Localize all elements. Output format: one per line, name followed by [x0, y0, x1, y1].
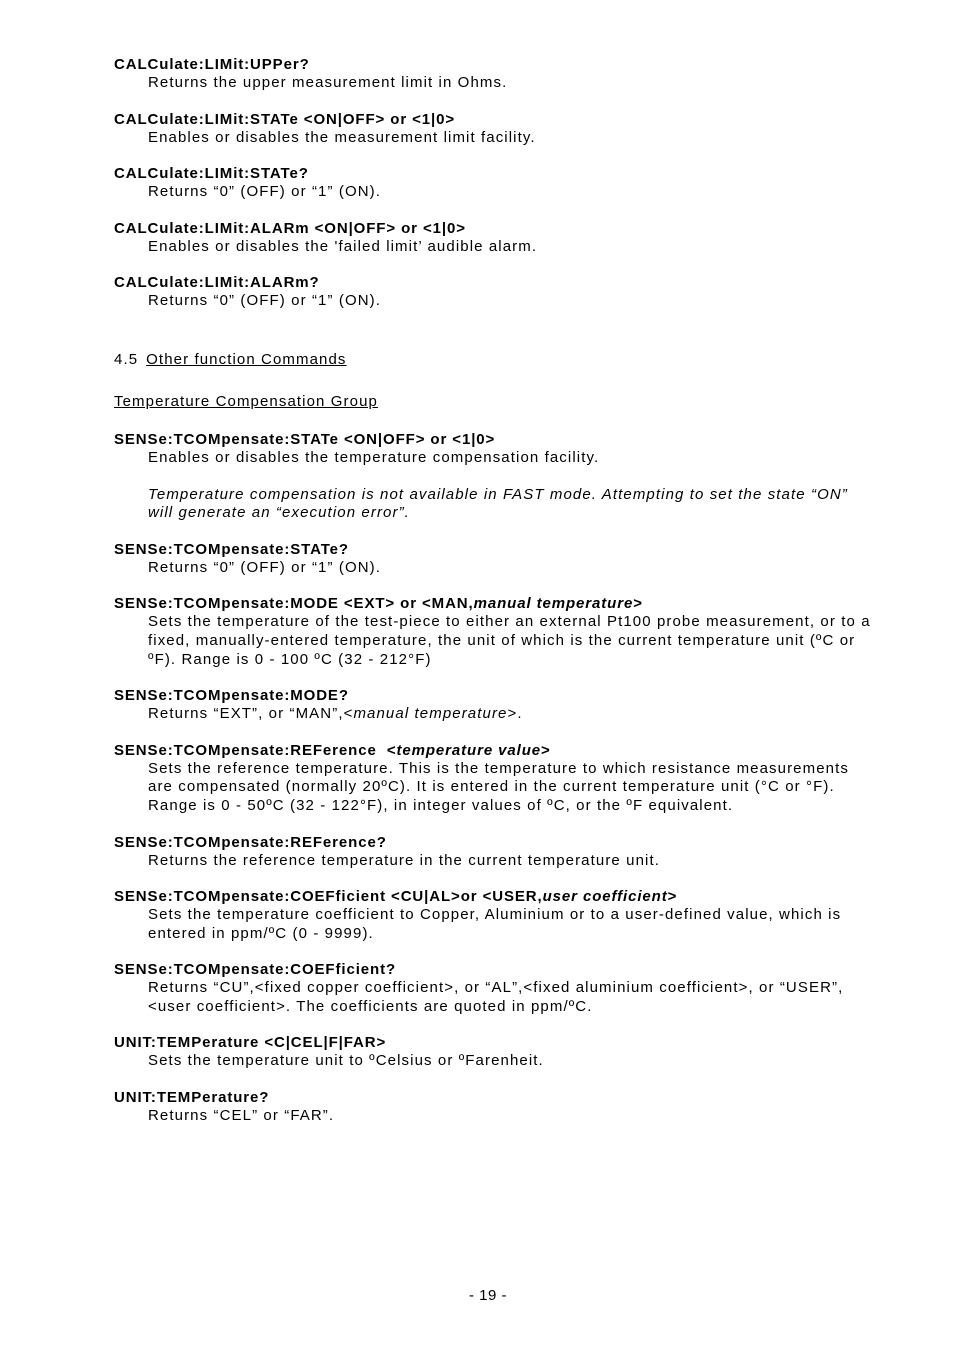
command-description: [148, 705, 874, 724]
command-entry: [114, 274, 874, 311]
command-description: Returns the reference temperature in the current temperature unit.: [148, 851, 660, 869]
page-number: - 19 -: [468, 1287, 507, 1304]
command-text: SENSe:TCOMpensate:MODE <EXT> or <MAN,: [114, 595, 474, 613]
command-syntax: [114, 595, 874, 613]
command-syntax: CALCulate:LIMit:STATe?: [114, 165, 309, 183]
command-entry: [114, 1034, 874, 1071]
command-description: Sets the temperature coefficient to Copper, Aluminium or to a user-defined value, which is entered in ppm/ºC (0 - 9999).: [148, 906, 842, 942]
command-description: Sets the temperature of the test-piece to either an external Pt100 probe measurement, or to a fixed, manually-entered temperature, the unit of which is the current temperature unit (ºC or ºF). Range is 0 - 100 ºC (32 - 212°F): [148, 613, 871, 668]
command-entry: [114, 165, 874, 202]
command-entry: [114, 541, 874, 578]
command-description: Returns “CU”,<fixed copper coefficient>, or “AL”,<fixed aluminium coefficient>, or “USER”,<user coefficient>. The coefficients are quoted in ppm/ºC.: [148, 979, 844, 1015]
command-syntax: SENSe:TCOMpensate:STATe <ON|OFF> or <1|0>: [114, 430, 496, 448]
command-entry: [114, 834, 874, 871]
command-syntax: CALCulate:LIMit:ALARm <ON|OFF> or <1|0>: [114, 219, 466, 237]
command-entry: [114, 431, 874, 523]
command-entry: [114, 961, 874, 1016]
command-text: SENSe:TCOMpensate:REFerence <: [114, 741, 397, 759]
command-entry: [114, 56, 874, 93]
command-entry: [114, 1089, 874, 1126]
document-page: [114, 56, 874, 1144]
command-description: Returns “0” (OFF) or “1” (ON).: [148, 558, 382, 576]
command-syntax: CALCulate:LIMit:STATe <ON|OFF> or <1|0>: [114, 110, 456, 128]
command-text: >: [667, 888, 678, 906]
command-text: >: [633, 595, 643, 613]
command-entry: [114, 888, 874, 943]
command-entry: [114, 220, 874, 257]
command-syntax: UNIT:TEMPerature <C|CEL|F|FAR>: [114, 1034, 387, 1052]
command-syntax: SENSe:TCOMpensate:COEFficient?: [114, 961, 397, 979]
command-description: Returns “CEL” or “FAR”.: [148, 1107, 335, 1125]
command-description: Sets the reference temperature. This is the temperature to which resistance measurements are compensated (normally 20ºC). It is entered in the current temperature unit (°C or °F). Range is 0 - 50ºC (32 - 122°F), in integer values of ºC, or the ºF equivalent.: [148, 759, 849, 814]
command-entry: [114, 742, 874, 816]
command-syntax: UNIT:TEMPerature?: [114, 1089, 270, 1107]
command-syntax: [114, 888, 874, 906]
command-description: Returns “0” (OFF) or “1” (ON).: [148, 292, 382, 310]
command-entry: [114, 687, 874, 724]
command-parameter: manual temperature: [473, 595, 634, 613]
command-text: SENSe:TCOMpensate:COEFficient <CU|AL>or <USER,: [114, 888, 543, 906]
command-entry: [114, 111, 874, 148]
command-syntax: SENSe:TCOMpensate:STATe?: [114, 540, 349, 558]
command-description: Enables or disables the temperature compensation facility.: [148, 448, 600, 466]
command-syntax: CALCulate:LIMit:UPPer?: [114, 56, 310, 73]
section-number: 4.5: [114, 350, 139, 368]
command-syntax: CALCulate:LIMit:ALARm?: [114, 274, 320, 292]
command-syntax: SENSe:TCOMpensate:REFerence?: [114, 833, 387, 851]
command-description: Enables or disables the measurement limit facility.: [148, 128, 536, 146]
command-description: Sets the temperature unit to ºCelsius or ºFarenheit.: [148, 1052, 544, 1070]
description-parameter: manual temperature: [353, 705, 508, 723]
command-entry: [114, 595, 874, 669]
description-text: Returns “EXT”, or “MAN”,<: [148, 705, 354, 723]
command-syntax: SENSe:TCOMpensate:MODE?: [114, 687, 349, 705]
section-heading: [114, 351, 874, 369]
group-heading: Temperature Compensation Group: [114, 392, 378, 410]
description-text: >.: [507, 705, 523, 723]
section-title: Other function Commands: [146, 350, 347, 368]
command-description: Returns the upper measurement limit in Ohms.: [148, 74, 508, 91]
command-note: Temperature compensation is not available in FAST mode. Attempting to set the state “ON” will generate an “execution error”.: [148, 485, 848, 522]
command-parameter: temperature value: [396, 741, 542, 759]
command-text: >: [541, 741, 551, 759]
command-description: Enables or disables the 'failed limit’ audible alarm.: [148, 237, 538, 255]
command-syntax: [114, 742, 874, 760]
command-description: Returns “0” (OFF) or “1” (ON).: [148, 183, 382, 201]
command-parameter: user coefficient: [542, 888, 668, 906]
